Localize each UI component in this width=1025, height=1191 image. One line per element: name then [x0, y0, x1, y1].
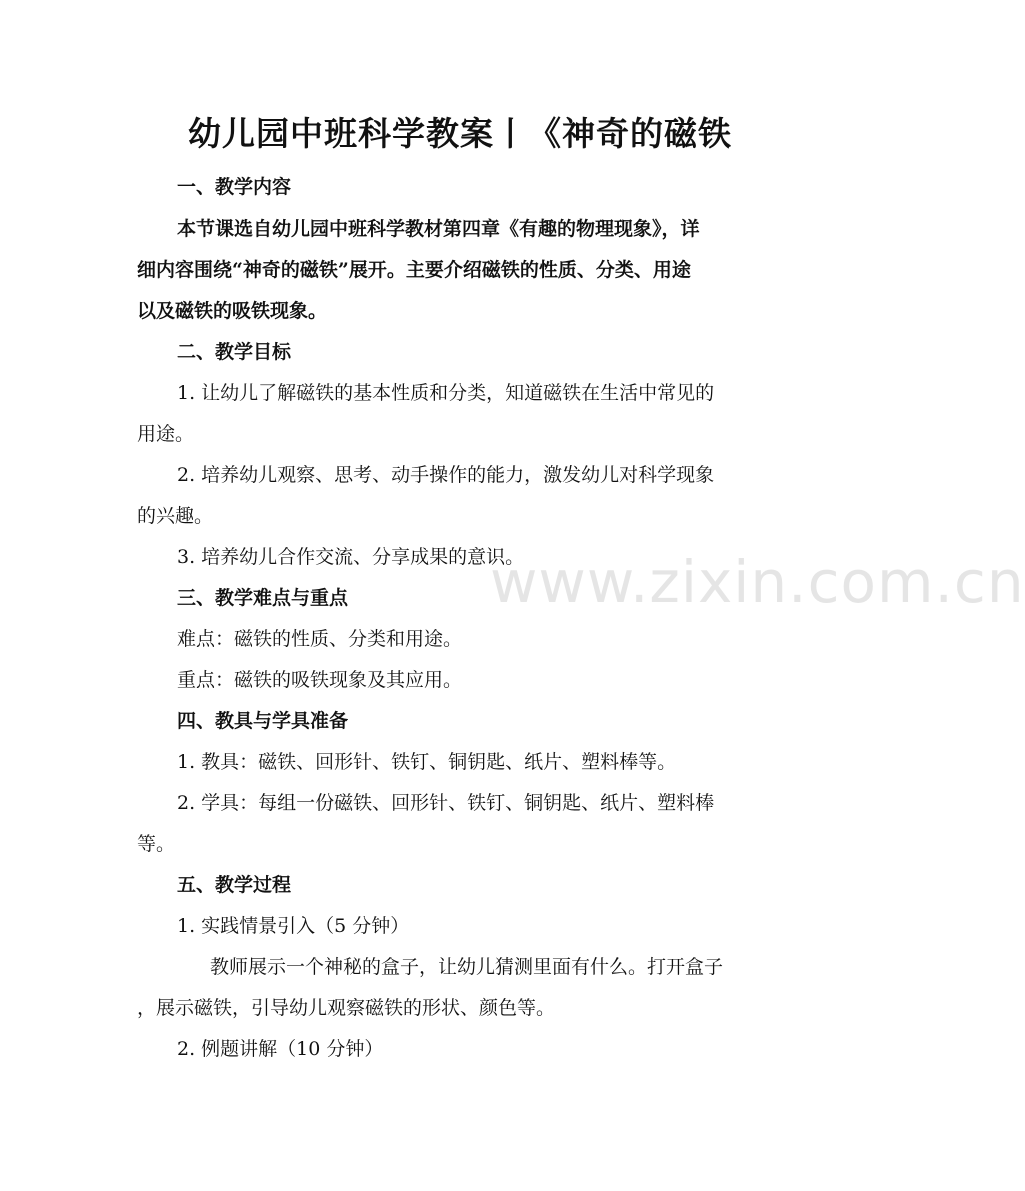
paragraph-line: ，展示磁铁，引导幼儿观察磁铁的形状、颜色等。 — [137, 997, 556, 1019]
list-item: 2. 例题讲解（10 分钟） — [177, 1038, 384, 1060]
paragraph-line: 重点：磁铁的吸铁现象及其应用。 — [177, 669, 463, 691]
list-item-continuation: 等。 — [137, 833, 176, 855]
paragraph-line: 教师展示一个神秘的盒子，让幼儿猜测里面有什么。打开盒子 — [210, 956, 724, 978]
section-heading-4: 四、教具与学具准备 — [177, 710, 349, 732]
section-heading-5: 五、教学过程 — [177, 874, 292, 896]
section-heading-3: 三、教学难点与重点 — [177, 587, 349, 609]
paragraph-line: 难点：磁铁的性质、分类和用途。 — [177, 628, 463, 650]
list-item: 2. 学具：每组一份磁铁、回形针、铁钉、铜钥匙、纸片、塑料棒 — [177, 792, 715, 814]
list-item: 1. 教具：磁铁、回形针、铁钉、铜钥匙、纸片、塑料棒等。 — [177, 751, 677, 773]
paragraph-line: 本节课选自幼儿园中班科学教材第四章《有趣的物理现象》，详 — [177, 218, 700, 240]
section-heading-1: 一、教学内容 — [177, 176, 292, 198]
document-title: 幼儿园中班科学教案丨《神奇的磁铁 — [188, 114, 732, 153]
list-item: 1. 让幼儿了解磁铁的基本性质和分类，知道磁铁在生活中常见的 — [177, 382, 715, 404]
paragraph-line: 以及磁铁的吸铁现象。 — [137, 300, 328, 322]
list-item: 3. 培养幼儿合作交流、分享成果的意识。 — [177, 546, 525, 568]
list-item: 1. 实践情景引入（5 分钟） — [177, 915, 410, 937]
section-heading-2: 二、教学目标 — [177, 341, 292, 363]
watermark: www.zixin.com.cn — [490, 548, 1025, 616]
list-item-continuation: 用途。 — [137, 423, 195, 445]
list-item: 2. 培养幼儿观察、思考、动手操作的能力，激发幼儿对科学现象 — [177, 464, 715, 486]
paragraph-line: 细内容围绕“神奇的磁铁”展开。主要介绍磁铁的性质、分类、用途 — [137, 259, 691, 281]
list-item-continuation: 的兴趣。 — [137, 505, 214, 527]
